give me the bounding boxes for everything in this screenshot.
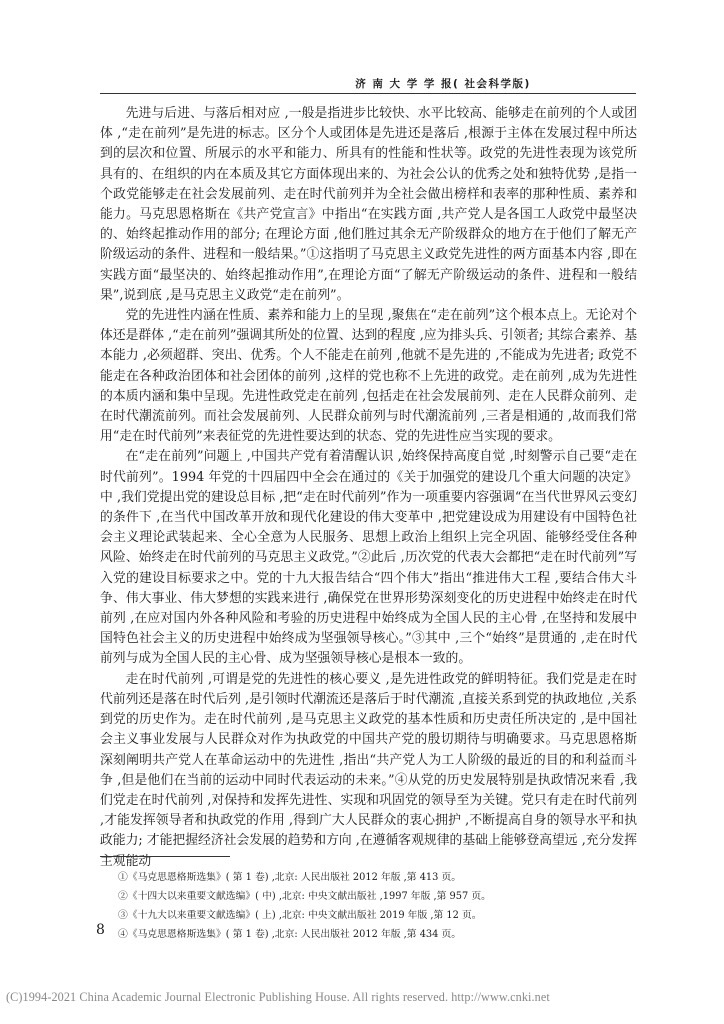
footnote-divider	[100, 856, 230, 857]
body-paragraph: 先进与后进、与落后相对应 ,一般是指进步比较快、水平比较高、能够走在前列的个人或团体 ,“走在前列”是先进的标志。区分个人或团体是先进还是落后 ,根源于主体在发展过程中所达到的层次和位置、所展示的水平和能力、所具有的性能和性状等。政党的先进性表现为该党所具有的、在组织的内在本质及其它方面体现出来的、为社会公认的优秀之处和独特优势 ,是指一个政党能够走在社会发展前列、走在时代前列并为全社会做出榜样和表率的那种性质、素养和能力。马克思恩格斯在《共产党宣言》中指出“在实践方面 ,共产党人是各国工人政党中最坚决的、始终起推动作用的部分; 在理论方面 ,他们胜过其余无产阶级群众的地方在于他们了解无产阶级运动的条件、进程和一般结果。”①这指明了马克思主义政党先进性的两方面基本内容 ,即在实践方面“最坚决的、始终起推动作用”,在理论方面“了解无产阶级运动的条件、进程和一般结果”,说到底 ,是马克思主义政党“走在前列”。	[100, 106, 637, 303]
body-paragraph: 在“走在前列”问题上 ,中国共产党有着清醒认识 ,始终保持高度自觉 ,时刻警示自己要“走在时代前列”。1994 年党的十四届四中全会在通过的《关于加强党的建设几个重大问题的决定》中 ,我们党提出党的建设总目标 ,把“走在时代前列”作为一项重要内容强调“在当代世界风云变幻的条件下 ,在当代中国改革开放和现代化建设的伟大变革中 ,把党建设成为用建设有中国特色社会主义理论武装起来、全心全意为人民服务、思想上政治上组织上完全巩固、能够经受住各种风险、始终走在时代前列的马克思主义政党。”②此后 ,历次党的代表大会都把“走在时代前列”写入党的建设目标要求之中。党的十九大报告结合“四个伟大”指出“推进伟大工程 ,要结合伟大斗争、伟大事业、伟大梦想的实践来进行 ,确保党在世界形势深刻变化的历史进程中始终走在时代前列 ,在应对国内外各种风险和考验的历史进程中始终成为全国人民的主心骨 ,在坚持和发展中国特色社会主义的历史进程中始终成为坚强领导核心。”③其中 ,三个“始终”是贯通的 ,走在时代前列与成为全国人民的主心骨、成为坚强领导核心是根本一致的。	[100, 449, 637, 667]
footnote: ①《马克思恩格斯选集》( 第 1 卷) ,北京: 人民出版社 2012 年版 ,第 413 页。	[118, 872, 462, 883]
running-header	[100, 63, 636, 94]
journal-title: 济 南 大 学 学 报( 社会科学版)	[355, 78, 531, 90]
copyright-watermark: (C)1994-2021 China Academic Journal Electronic Publishing House. All rights reserved. http://www.cnki.net	[6, 990, 550, 1004]
footnote: ④《马克思恩格斯选集》( 第 1 卷) ,北京: 人民出版社 2012 年版 ,第 434 页。	[118, 929, 462, 940]
page-number: 8	[96, 922, 105, 938]
footnote: ②《十四大以来重要文献选编》( 中) ,北京: 中央文献出版社 ,1997 年版 ,第 957 页。	[118, 891, 491, 902]
footnote: ③《十九大以来重要文献选编》( 上) ,北京: 中央文献出版社 2019 年版 ,第 12 页。	[118, 910, 482, 921]
body-paragraph: 党的先进性内涵在性质、素养和能力上的呈现 ,聚焦在“走在前列”这个根本点上。无论对个体还是群体 ,“走在前列”强调其所处的位置、达到的程度 ,应为排头兵、引领者; 其综合素养、基本能力 ,必须超群、突出、优秀。个人不能走在前列 ,他就不是先进的 ,不能成为先进者; 政党不能走在各种政治团体和社会团体的前列 ,这样的党也称不上先进的政党。走在前列 ,成为先进性的本质内涵和集中呈现。先进性政党走在前列 ,包括走在社会发展前列、走在人民群众前列、走在时代潮流前列。而社会发展前列、人民群众前列与时代潮流前列 ,三者是相通的 ,故而我们常用“走在时代前列”来表征党的先进性要达到的状态、党的先进性应当实现的要求。	[100, 308, 637, 445]
article-body	[100, 104, 637, 872]
body-paragraph: 走在时代前列 ,可谓是党的先进性的核心要义 ,是先进性政党的鲜明特征。我们党是走在时代前列还是落在时代后列 ,是引领时代潮流还是落后于时代潮流 ,直接关系到党的执政地位 ,关系到党的历史作为。走在时代前列 ,是马克思主义政党的基本性质和历史责任所决定的 ,是中国社会主义事业发展与人民群众对作为执政党的中国共产党的殷切期待与明确要求。马克思恩格斯深刻阐明共产党人在革命运动中的先进性 ,指出“共产党人为工人阶级的最近的目的和利益而斗争 ,但是他们在当前的运动中同时代表运动的未来。”④从党的历史发展特别是执政情况来看 ,我们党走在时代前列 ,对保持和发挥先进性、实现和巩固党的领导至为关键。党只有走在时代前列 ,才能发挥领导者和执政党的作用 ,得到广大人民群众的衷心拥护 ,不断提高自身的领导水平和执政能力; 才能把握经济社会发展的趋势和方向 ,在遵循客观规律的基础上能够登高望远 ,充分发挥主观能动	[100, 671, 637, 869]
footnotes	[118, 868, 618, 944]
